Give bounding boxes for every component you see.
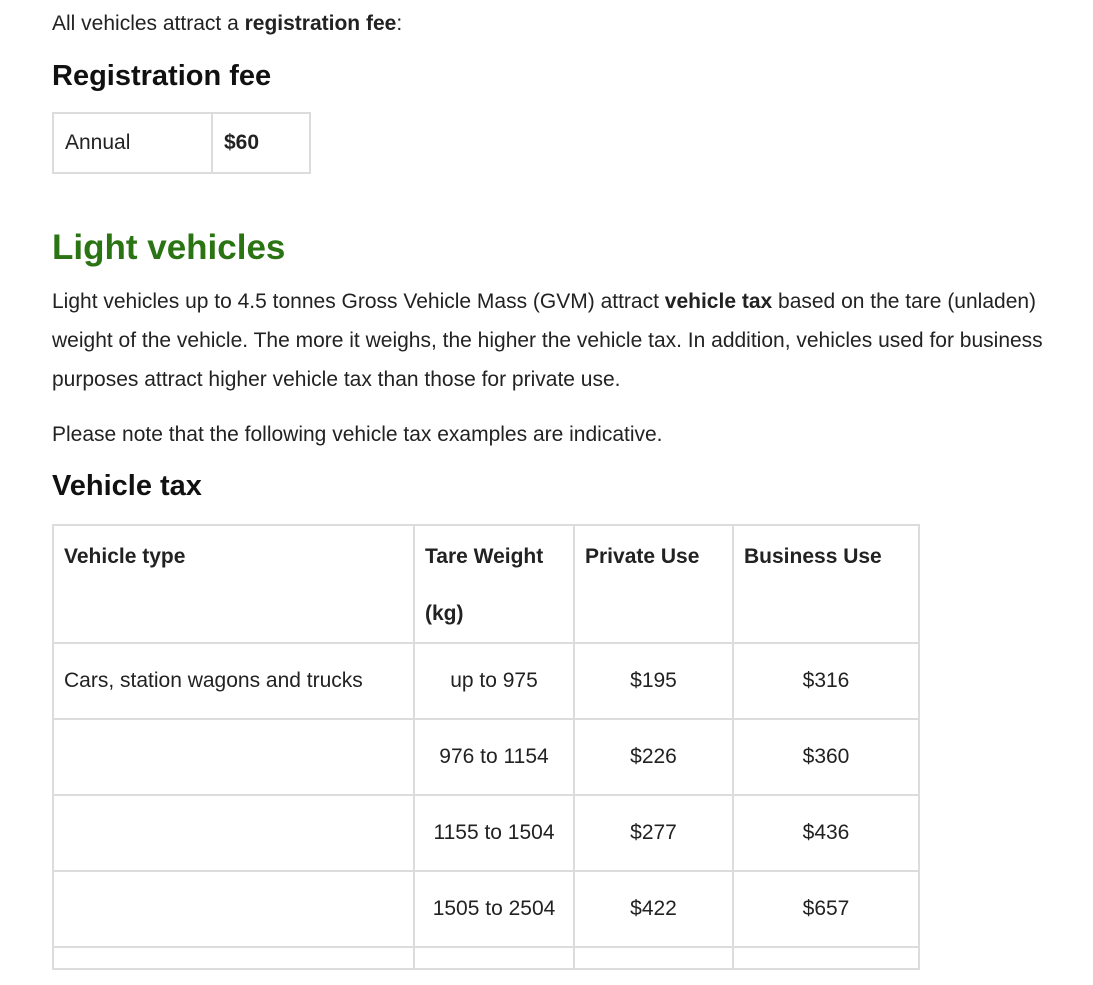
registration-table bbox=[52, 112, 311, 174]
table-row bbox=[53, 719, 919, 795]
table-header-row bbox=[53, 525, 919, 643]
tare-weight-cell: 1155 to 1504 bbox=[414, 795, 574, 871]
vehicle-type-cell bbox=[53, 719, 414, 795]
table-row bbox=[53, 643, 919, 719]
registration-label: Annual bbox=[53, 113, 212, 173]
intro-text-end: : bbox=[396, 12, 403, 35]
table-row-cut-off bbox=[53, 947, 919, 969]
private-use-cell: $422 bbox=[574, 871, 733, 947]
col-header-business-use: Business Use bbox=[733, 525, 919, 643]
private-use-cell: $195 bbox=[574, 643, 733, 719]
indicative-note: Please note that the following vehicle tax examples are indicative. bbox=[52, 423, 663, 446]
business-use-cell: $657 bbox=[733, 871, 919, 947]
private-use-cell: $277 bbox=[574, 795, 733, 871]
vehicle-type-cell bbox=[53, 795, 414, 871]
table-row bbox=[53, 113, 310, 173]
light-vehicles-description bbox=[52, 282, 1072, 399]
vehicle-type-cell: Cars, station wagons and trucks bbox=[53, 643, 414, 719]
table-row bbox=[53, 871, 919, 947]
business-use-cell: $316 bbox=[733, 643, 919, 719]
business-use-cell: $436 bbox=[733, 795, 919, 871]
description-bold: vehicle tax bbox=[664, 290, 773, 313]
intro-text-part: All vehicles attract a bbox=[52, 12, 245, 35]
table-row bbox=[53, 795, 919, 871]
empty-cell bbox=[414, 947, 574, 969]
intro-text bbox=[52, 4, 402, 43]
empty-cell bbox=[574, 947, 733, 969]
business-use-cell: $360 bbox=[733, 719, 919, 795]
description-part: Light vehicles up to 4.5 tonnes Gross Vehicle Mass (GVM) attract bbox=[52, 290, 665, 313]
col-header-vehicle-type: Vehicle type bbox=[53, 525, 414, 643]
vehicle-type-cell bbox=[53, 871, 414, 947]
vehicle-tax-heading: Vehicle tax bbox=[52, 470, 202, 502]
intro-bold: registration fee bbox=[244, 12, 397, 35]
empty-cell bbox=[733, 947, 919, 969]
col-header-tare-weight: Tare Weight (kg) bbox=[414, 525, 574, 643]
tare-weight-cell: 1505 to 2504 bbox=[414, 871, 574, 947]
light-vehicles-heading: Light vehicles bbox=[52, 228, 286, 267]
private-use-cell: $226 bbox=[574, 719, 733, 795]
description-end: based on the tare (unladen) weight of the vehicle. The more it weighs, the higher the vehicle tax. In addition, vehicles used for business purposes attract higher vehicle tax than those for private use. bbox=[52, 290, 1043, 391]
col-header-private-use: Private Use bbox=[574, 525, 733, 643]
tare-weight-cell: 976 to 1154 bbox=[414, 719, 574, 795]
registration-heading: Registration fee bbox=[52, 60, 272, 92]
empty-cell bbox=[53, 947, 414, 969]
registration-value: $60 bbox=[212, 113, 310, 173]
vehicle-tax-table bbox=[52, 524, 920, 970]
tare-weight-cell: up to 975 bbox=[414, 643, 574, 719]
